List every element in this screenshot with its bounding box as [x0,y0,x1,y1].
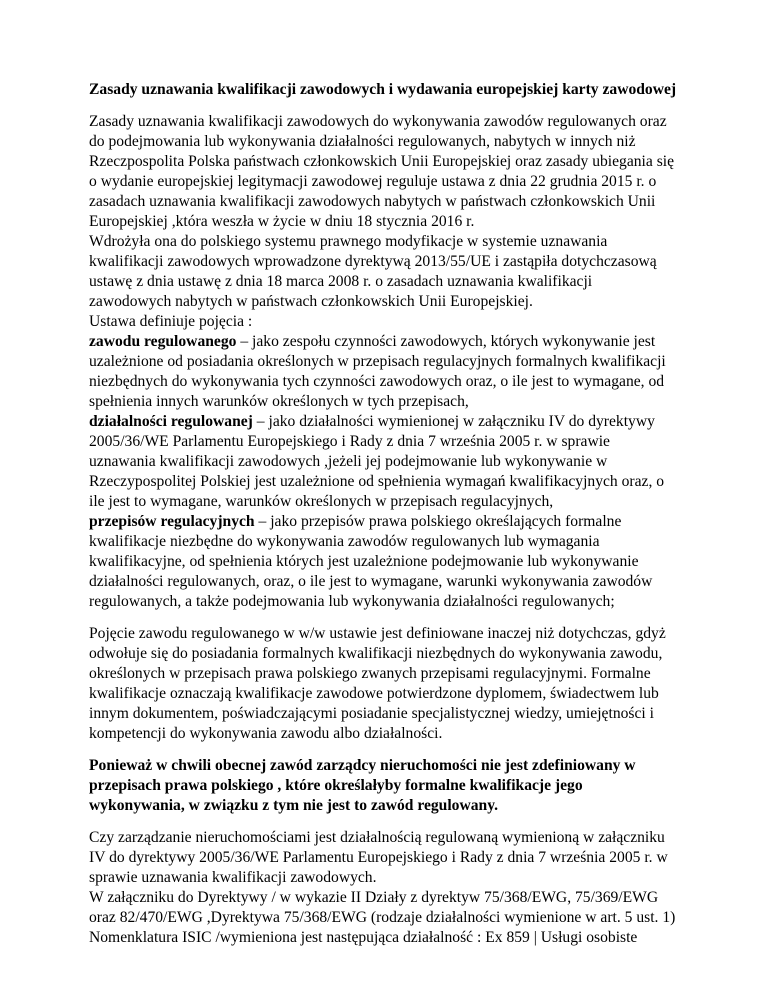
text-line: przepisach prawa polskiego , które określałyby formalne kwalifikacje jego [89,777,583,794]
text-line: Wdrożyła ona do polskiego systemu prawnego modyfikacje w systemie uznawania [89,233,608,250]
text-line: innym dokumentem, poświadczającymi posiadanie specjalistycznej wiedzy, umiejętności i [89,705,654,722]
text-line: niezbędnych do wykonywania tych czynności zawodowych oraz, o ile jest to wymagane, od [89,373,665,390]
text-line: Ustawa definiuje pojęcia : [89,313,253,330]
text-line: kwalifikacje oznaczają kwalifikacje zawodowe potwierdzone dyplomem, świadectwem lub [89,685,659,702]
text-line: IV do dyrektywy 2005/36/WE Parlamentu Europejskiego i Rady z dnia 7 września 2005 r. w [89,849,668,866]
text-line: Pojęcie zawodu regulowanego w w/w ustawie jest definiowane inaczej niż dotychczas, gdyż [89,625,666,642]
text-line: określonych w przepisach prawa polskiego zwanych przepisami regulacyjnymi. Formalne [89,665,651,682]
definition-regulatory-provisions [89,512,693,532]
text-line: zawodowych nabytych w państwach członkowskich Unii Europejskiej. [89,293,533,310]
text-line: Rzeczypospolitej Polskiej jest uzależnione od spełnienia wymagań kwalifikacyjnych oraz, o [89,473,665,490]
text-line: ile jest to wymagane, warunków określonych w przepisach regulacyjnych, [89,493,554,510]
text-line: W załączniku do Dyrektywy / w wykazie II Działy z dyrektyw 75/368/EWG, 75/369/EWG [89,889,659,906]
intro-paragraph [89,112,693,612]
text-line: o wydanie europejskiej legitymacji zawodowej reguluje ustawa z dnia 22 grudnia 2015 r. o [89,173,657,190]
text-line: uznawania kwalifikacji zawodowych ,jeżeli jej podejmowanie lub wykonywanie w [89,453,608,470]
conclusion-paragraph [89,756,693,816]
text-line: do podejmowania lub wykonywania działalności regulowanych, nabytych w innych niż [89,133,636,150]
concept-paragraph [89,624,693,744]
definition-regulated-profession [89,332,693,352]
definition-text: – jako przepisów prawa polskiego określających formalne [254,513,622,530]
text-line: działalności regulowanych, oraz, o ile jest to wymagane, warunki wykonywania zawodów [89,573,653,590]
text-line: oraz 82/470/EWG ,Dyrektywa 75/368/EWG (rodzaje działalności wymienione w art. 5 ust. 1) [89,909,676,926]
definition-text: – jako zespołu czynności zawodowych, których wykonywanie jest [236,333,656,350]
text-line: Ponieważ w chwili obecnej zawód zarządcy nieruchomości nie jest zdefiniowany w [89,757,636,774]
text-line: Europejskiej ,która weszła w życie w dniu 18 stycznia 2016 r. [89,213,475,230]
definition-text: – jako działalności wymienionej w załączniku IV do dyrektywy [252,413,655,430]
text-line: kwalifikacji zawodowych wprowadzone dyrektywą 2013/55/UE i zastąpiła dotychczasową [89,253,657,270]
definition-term: przepisów regulacyjnych [89,513,255,530]
text-line: kwalifikacyjne, od spełnienia których jest uzależnione podejmowanie lub wykonywanie [89,553,639,570]
text-line: sprawie uznawania kwalifikacji zawodowych. [89,869,377,886]
document-title: Zasady uznawania kwalifikacji zawodowych i wydawania europejskiej karty zawodowej [89,81,677,98]
text-line: Nomenklatura ISIC /wymieniona jest następująca działalność : Ex 859 | Usługi osobiste [89,929,638,946]
text-line: wykonywania, w związku z tym nie jest to zawód regulowany. [89,797,499,814]
definition-regulated-activity [89,412,693,432]
text-line: Czy zarządzanie nieruchomościami jest działalnością regulowaną wymienioną w załączniku [89,829,665,846]
document-body [89,80,693,960]
text-line: odwołuje się do posiadania formalnych kwalifikacji niezbędnych do wykonywania zawodu, [89,645,663,662]
text-line: ustawę z dnia ustawę z dnia 18 marca 2008 r. o zasadach uznawania kwalifikacji [89,273,593,290]
text-line: uzależnione od posiadania określonych w przepisach regulacyjnych formalnych kwalifikacji [89,353,666,370]
definition-term: działalności regulowanej [89,413,253,430]
text-line: spełnienia innych warunków określonych w tych przepisach, [89,393,469,410]
text-line: 2005/36/WE Parlamentu Europejskiego i Rady z dnia 7 września 2005 r. w sprawie [89,433,610,450]
text-line: zasadach uznawania kwalifikacji zawodowych nabytych w państwach członkowskich Unii [89,193,656,210]
text-line: Zasady uznawania kwalifikacji zawodowych do wykonywania zawodów regulowanych oraz [89,113,667,130]
definition-term: zawodu regulowanego [89,333,237,350]
text-line: kwalifikacje niezbędne do wykonywania zawodów regulowanych lub wymagania [89,533,600,550]
text-line: regulowanych, a także podejmowania lub wykonywania działalności regulowanych; [89,593,615,610]
question-paragraph [89,828,693,948]
text-line: kompetencji do wykonywania zawodu albo działalności. [89,725,443,742]
text-line: Rzeczpospolita Polska państwach członkowskich Unii Europejskiej oraz zasady ubiegania się [89,153,675,170]
